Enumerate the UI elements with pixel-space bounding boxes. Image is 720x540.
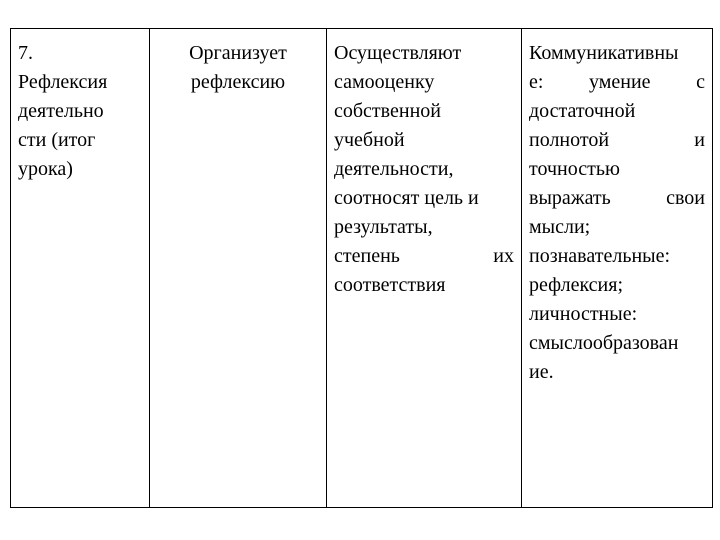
- student-activity-line: соответствия: [334, 274, 446, 296]
- stage-cell: [11, 29, 150, 508]
- uud-cell: [522, 29, 713, 508]
- uud-word: и: [694, 129, 705, 151]
- uud-word: е:: [529, 71, 544, 93]
- student-activity-line: самооценку: [334, 71, 435, 93]
- uud-line: рефлексия;: [529, 274, 623, 296]
- uud-line: Коммуникативны: [529, 42, 679, 64]
- student-activity-line: соотносят цель и: [334, 187, 479, 209]
- uud-line: точностью: [529, 158, 620, 180]
- uud-word: умение: [588, 71, 651, 93]
- stage-line: деятельно: [18, 100, 104, 122]
- teacher-activity-cell: [150, 29, 327, 508]
- uud-line: [529, 126, 705, 155]
- table-row: [11, 29, 713, 508]
- uud-line: [529, 68, 705, 97]
- uud-word: с: [696, 71, 705, 93]
- stage-line: 7.: [18, 42, 33, 64]
- teacher-activity-line: рефлексию: [190, 71, 286, 93]
- stage-line: урока): [18, 158, 73, 180]
- teacher-activity-line: Организует: [189, 42, 287, 64]
- uud-word: выражать: [529, 187, 611, 209]
- student-activity-word: их: [493, 245, 514, 267]
- lesson-stage-table: [10, 28, 713, 508]
- uud-line: ие.: [529, 361, 554, 383]
- student-activity-cell: [327, 29, 522, 508]
- student-activity-word: степень: [334, 245, 400, 267]
- uud-line: познавательные:: [529, 245, 671, 267]
- uud-line: мысли;: [529, 216, 591, 238]
- stage-line: сти (итог: [18, 129, 96, 151]
- uud-line: достаточной: [529, 100, 636, 122]
- uud-line: [529, 184, 705, 213]
- student-activity-line: [334, 242, 514, 271]
- student-activity-line: деятельности,: [334, 158, 454, 180]
- uud-line: смыслообразован: [529, 332, 679, 354]
- uud-line: личностные:: [529, 303, 638, 325]
- student-activity-line: результаты,: [334, 216, 433, 238]
- student-activity-line: Осуществляют: [334, 42, 462, 64]
- uud-word: полнотой: [529, 129, 610, 151]
- uud-word: свои: [666, 187, 705, 209]
- student-activity-line: учебной: [334, 129, 405, 151]
- student-activity-line: собственной: [334, 100, 441, 122]
- stage-line: Рефлексия: [18, 71, 108, 93]
